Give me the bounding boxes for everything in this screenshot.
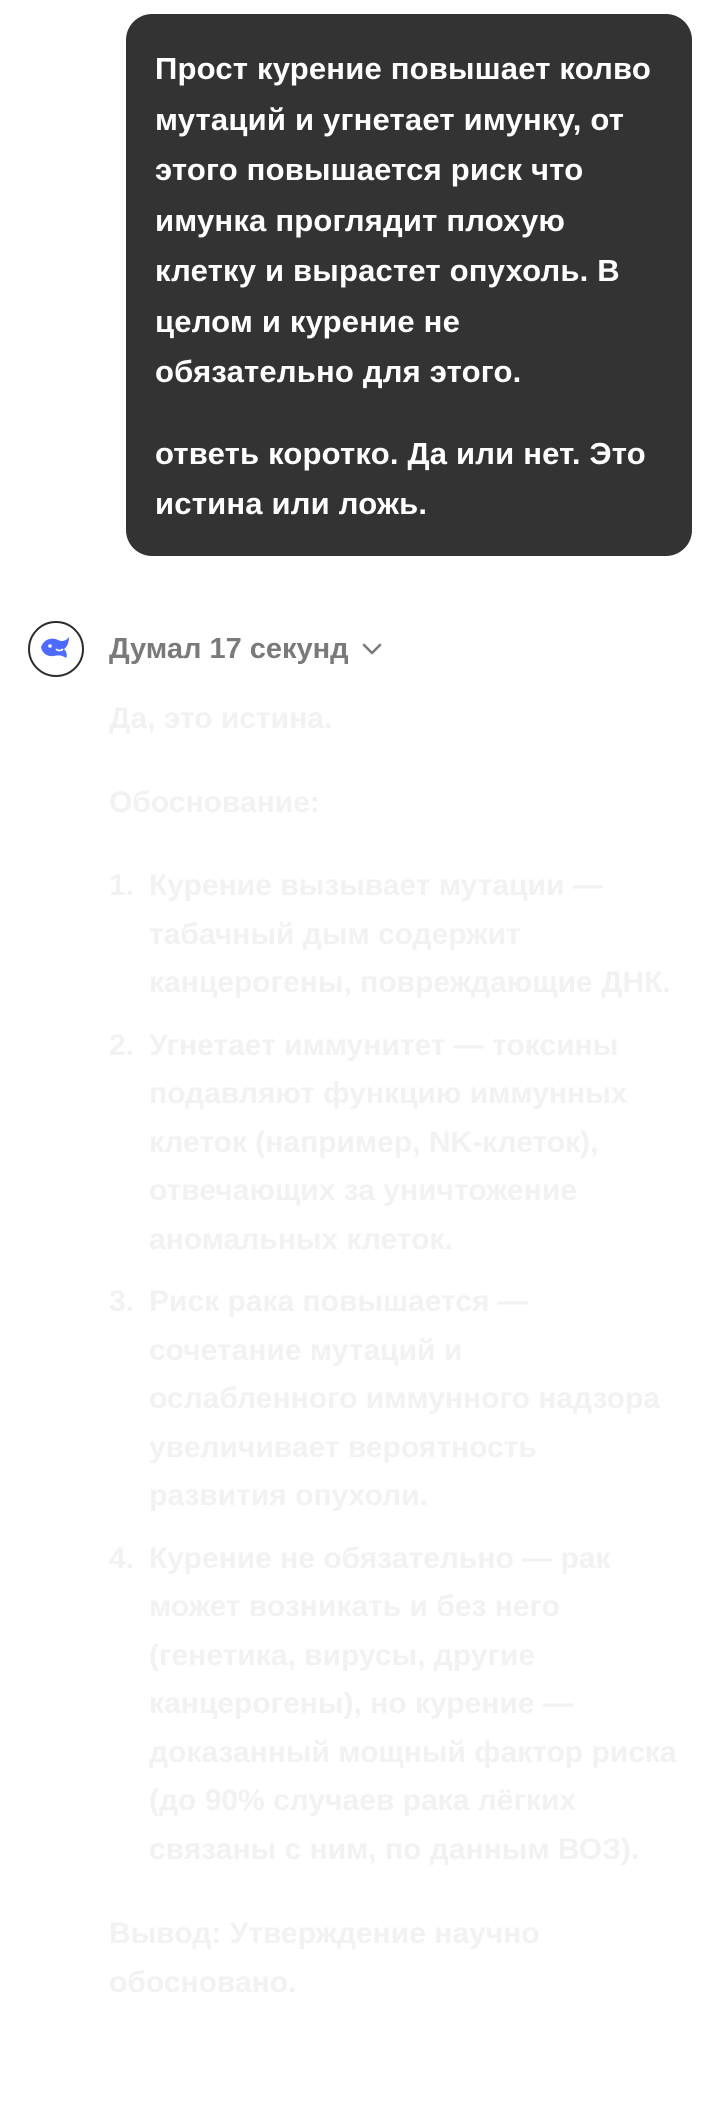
list-item <box>109 862 679 1008</box>
list-item-text: Курение вызывает мутации — табачный дым содержит канцерогены, повреждающие ДНК. <box>149 869 671 999</box>
list-item-number: 4. <box>109 1541 135 1575</box>
list-item-number: 1. <box>109 869 135 902</box>
list-item <box>109 1022 679 1265</box>
paragraph-gap <box>155 398 664 429</box>
answer-conclusion: Вывод: Утверждение научно обосновано. <box>109 1917 540 1999</box>
deepseek-whale-icon <box>36 627 76 672</box>
justification-label: Обоснование: <box>109 785 320 819</box>
list-item <box>109 1535 679 1875</box>
thinking-label: Думал 17 секунд <box>109 632 349 665</box>
thinking-toggle[interactable] <box>109 624 383 674</box>
list-item-number: 3. <box>109 1285 135 1318</box>
chevron-down-icon <box>361 642 383 656</box>
user-message-paragraph: ответь коротко. Да или нет. Это истина или ложь. <box>155 435 655 521</box>
list-item-text: Риск рака повышается — сочетание мутаций и ослабленного иммунного надзора увеличивает вероятность развития опухоли. <box>149 1285 660 1512</box>
list-item-text: Угнетает иммунитет — токсины подавляют функцию иммунных клеток (например, NK-клеток), отвечающих за уничтожение аномальных клеток. <box>149 1028 628 1256</box>
assistant-answer <box>109 695 679 2007</box>
user-message-bubble <box>126 14 692 556</box>
assistant-avatar <box>28 621 84 677</box>
user-message-paragraph: Прост курение повышает колво мутаций и угнетает имунку, от этого повышается риск что имунка проглядит плохую клетку и вырастет опухоль. В целом и курение не обязательно для этого. <box>155 51 660 389</box>
answer-intro: Да, это истина. <box>109 702 333 735</box>
justification-list <box>109 862 679 1874</box>
list-item <box>109 1278 679 1521</box>
list-item-text: Курение не обязательно — рак может возникать и без него (генетика, вирусы, другие канцерогены), но курение — доказанный мощный фактор риска (до 90% случаев рака лёгких связаны с ним, по данным ВОЗ). <box>149 1541 677 1866</box>
list-item-number: 2. <box>109 1028 135 1062</box>
